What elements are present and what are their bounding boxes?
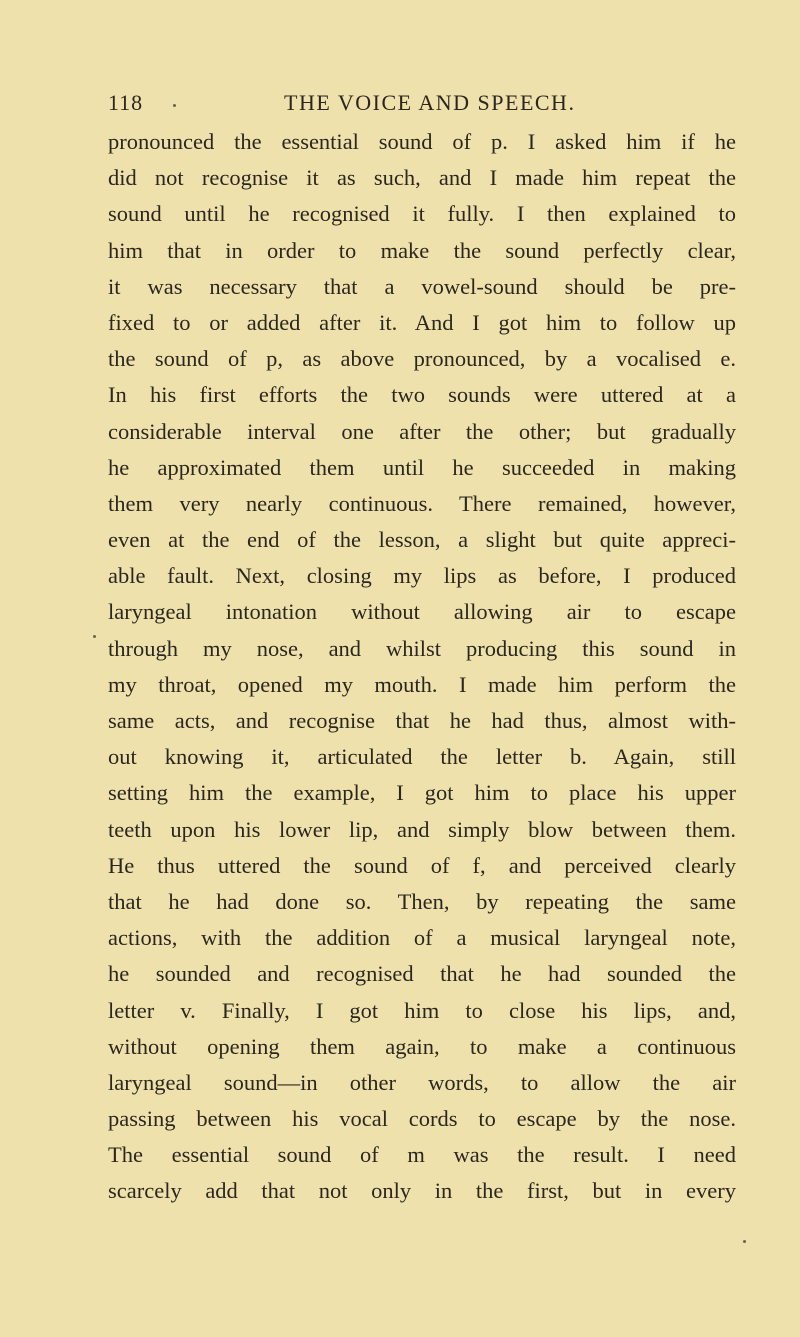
text-line: passing between his vocal cords to escape by the nose. [108, 1106, 736, 1132]
text-line: out knowing it, articulated the letter b. Again, still [108, 744, 736, 770]
print-speck [173, 104, 176, 107]
text-line: fixed to or added after it. And I got him to follow up [108, 309, 736, 335]
text-line: did not recognise it as such, and I made him repeat the [108, 165, 736, 191]
page-header [108, 90, 736, 126]
text-line: actions, with the addition of a musical laryngeal note, [108, 925, 736, 951]
text-line: scarcely add that not only in the first, but in every [108, 1178, 736, 1204]
text-line: them very nearly continuous. There remained, however, [108, 490, 736, 516]
text-line: pronounced the essential sound of p. I asked him if he [108, 129, 736, 154]
text-line: him that in order to make the sound perfectly clear, [108, 237, 736, 263]
text-line: my throat, opened my mouth. I made him perform the [108, 671, 736, 697]
text-line: the sound of p, as above pronounced, by a vocalised e. [108, 346, 736, 372]
text-line: he sounded and recognised that he had sounded the [108, 961, 736, 987]
body-text [108, 124, 736, 1210]
text-line: he approximated them until he succeeded in making [108, 454, 736, 480]
text-line: laryngeal sound—in other words, to allow the air [108, 1069, 736, 1095]
text-line: same acts, and recognise that he had thus, almost with- [108, 708, 736, 733]
text-line: it was necessary that a vowel-sound should be pre- [108, 273, 736, 299]
text-line: sound until he recognised it fully. I then explained to [108, 201, 736, 227]
text-line: that he had done so. Then, by repeating the same [108, 888, 736, 914]
page-number: 118 [108, 90, 144, 115]
text-line: considerable interval one after the other; but gradually [108, 418, 736, 444]
text-line: teeth upon his lower lip, and simply blow between them. [108, 816, 736, 842]
text-line: through my nose, and whilst producing this sound in [108, 635, 736, 661]
text-line: setting him the example, I got him to place his upper [108, 780, 736, 806]
text-line: laryngeal intonation without allowing air to escape [108, 599, 736, 625]
text-line: without opening them again, to make a continuous [108, 1033, 736, 1059]
print-speck [93, 635, 96, 638]
text-line: even at the end of the lesson, a slight but quite appreci- [108, 527, 736, 553]
text-line: letter v. Finally, I got him to close his lips, and, [108, 997, 736, 1023]
text-line: The essential sound of m was the result. I need [108, 1142, 736, 1168]
running-title: THE VOICE AND SPEECH. [284, 90, 576, 115]
print-speck [743, 1240, 746, 1243]
text-line: He thus uttered the sound of f, and perceived clearly [108, 852, 736, 878]
text-line: able fault. Next, closing my lips as before, I produced [108, 563, 736, 589]
text-line: In his first efforts the two sounds were uttered at a [108, 382, 736, 408]
